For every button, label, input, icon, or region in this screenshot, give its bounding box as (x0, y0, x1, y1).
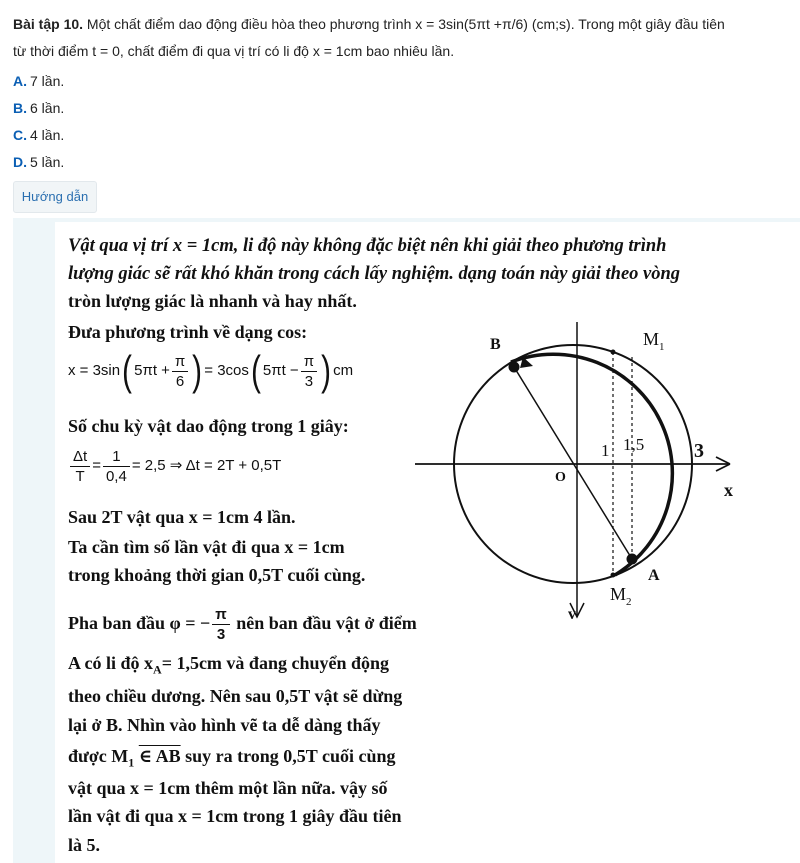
intro-line-3: tròn lượng giác là nhanh và hay nhất. (68, 291, 357, 311)
body-line-2: theo chiều dương. Nên sau 0,5T vật sẽ dừng (68, 686, 403, 706)
question-text (13, 11, 793, 65)
equation-period: $\frac{\Delta t}{T}$ = $\frac{1}{0,4}$ = 2,5 ⇒ Δt = 2T + 0,5T (68, 441, 281, 491)
question-label: Bài tập 10. (13, 16, 84, 32)
solution-sheet (55, 222, 800, 863)
body-line-4: được $M_1$ ∈ AB suy ra trong 0,5T cuối cùng (68, 746, 396, 770)
option-a[interactable]: A. 7 lần. (13, 73, 65, 89)
label-O: O (555, 470, 566, 485)
question-line-2: từ thời điểm t = 0, chất điểm đi qua vị trí có li độ x = 1cm bao nhiêu lần. (13, 43, 455, 59)
find-line-1: Ta cần tìm số lần vật đi qua x = 1cm (68, 537, 345, 557)
step-1: Đưa phương trình về dạng cos: (68, 322, 308, 342)
intro-line-2: lượng giác sẽ rất khó khăn trong cách lấy nghiệm. dạng toán này giải theo vòng (68, 264, 681, 284)
label-A: A (648, 567, 660, 584)
label-v-axis: v (568, 606, 576, 623)
body-line-1: A có li độ $x_A= 1,5cm$ và đang chuyển động (68, 653, 389, 677)
label-M1: $M_1$ (643, 329, 665, 353)
point-B (509, 362, 520, 373)
tick-3: 3 (694, 440, 704, 462)
point-M2 (611, 573, 616, 578)
body-line-5: vật qua x = 1cm thêm một lần nữa. vậy số (68, 778, 388, 798)
phase-line: Pha ban đầu φ = − $\frac{\pi}{3}$ nên ban đầu vật ở điểm (68, 606, 417, 644)
body-line-7: là 5. (68, 835, 101, 855)
body-line-6: lần vật đi qua x = 1cm trong 1 giây đầu tiên (68, 806, 402, 826)
option-d[interactable]: D. 5 lần. (13, 154, 65, 170)
question-line-1: Một chất điểm dao động điều hòa theo phương trình x = 3sin(5πt +π/6) (cm;s). Trong một giây đầu tiên (86, 16, 725, 32)
find-line-2: trong khoảng thời gian 0,5T cuối cùng. (68, 565, 366, 585)
point-M1 (611, 350, 616, 355)
label-M2: $M_2$ (610, 584, 632, 608)
trig-circle-diagram (410, 317, 750, 627)
intro-line-1: Vật qua vị trí x = 1cm, li độ này không đặc biệt nên khi giải theo phương trình (68, 236, 667, 256)
point-A (627, 554, 638, 565)
option-b[interactable]: B. 6 lần. (13, 100, 65, 116)
tick-1: 1 (601, 441, 610, 460)
line-2t: Sau 2T vật qua x = 1cm 4 lần. (68, 507, 296, 527)
step-2: Số chu kỳ vật dao động trong 1 giây: (68, 416, 349, 436)
label-B: B (490, 336, 501, 353)
option-c[interactable]: C. 4 lần. (13, 127, 65, 143)
line-BA (511, 362, 632, 559)
body-line-3: lại ở B. Nhìn vào hình vẽ ta dễ dàng thấy (68, 715, 381, 735)
label-x-axis: x (724, 480, 733, 500)
equation-cos: x = 3sin( 5πt + $\frac{\pi}{6}$ ) = 3cos( 5πt − $\frac{\pi}{3}$ ) cm (68, 347, 354, 395)
solution-panel (13, 218, 800, 863)
guide-tab[interactable]: Hướng dẫn (13, 181, 97, 213)
tick-1-5: 1,5 (623, 435, 645, 454)
